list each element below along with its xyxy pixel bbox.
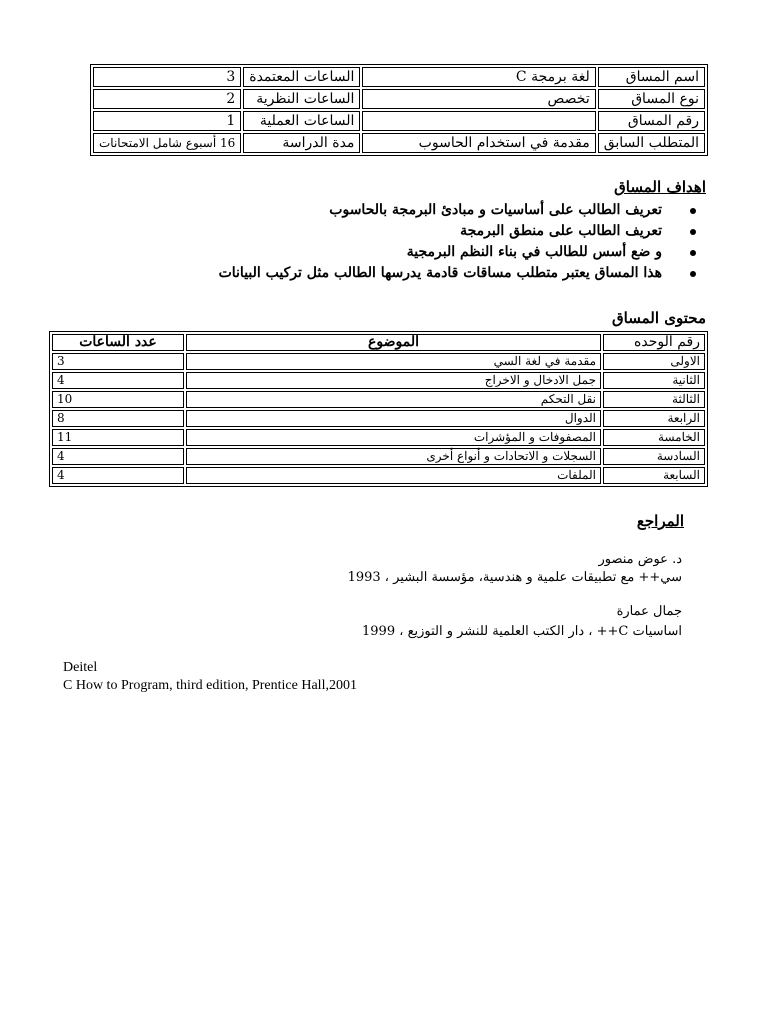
- unit-cell: السابعة: [603, 467, 705, 484]
- info-row: [93, 89, 705, 109]
- bullet-icon: [690, 229, 696, 235]
- topic-cell: جمل الادخال و الاخراج: [186, 372, 601, 389]
- practical-hours-value: 1: [93, 111, 241, 131]
- objective-text: و ضع أسس للطالب في بناء النظم البرمجية: [406, 244, 662, 260]
- credit-hours-label: الساعات المعتمدة: [243, 67, 360, 87]
- topic-cell: المصفوفات و المؤشرات: [186, 429, 601, 446]
- unit-cell: الخامسة: [603, 429, 705, 446]
- hours-column-header: عدد الساعات: [52, 334, 184, 351]
- objective-text: هذا المساق يعتبر متطلب مساقات قادمة يدرسها الطالب مثل تركيب البيانات: [218, 265, 662, 281]
- bullet-icon: [690, 250, 696, 256]
- table-row: [52, 429, 705, 446]
- course-type-value: تخصص: [362, 89, 595, 109]
- objective-text: تعريف الطالب على أساسيات و مبادئ البرمجة بالحاسوب: [329, 202, 662, 218]
- topic-cell: الدوال: [186, 410, 601, 427]
- list-item: [219, 263, 706, 284]
- reference-author: جمال عمارة: [616, 604, 682, 619]
- hours-cell: 3: [52, 353, 184, 370]
- unit-cell: الرابعة: [603, 410, 705, 427]
- theory-hours-label: الساعات النظرية: [243, 89, 360, 109]
- course-number-label: رقم المساق: [598, 111, 705, 131]
- duration-label: مدة الدراسة: [243, 133, 360, 153]
- course-type-label: نوع المساق: [598, 89, 705, 109]
- hours-cell: 11: [52, 429, 184, 446]
- reference-title: سي++ مع تطبيقات علمية و هندسية، مؤسسة البشير ، 1993: [347, 570, 682, 585]
- theory-hours-value: 2: [93, 89, 241, 109]
- unit-cell: الثانية: [603, 372, 705, 389]
- table-row: [52, 467, 705, 484]
- hours-cell: 10: [52, 391, 184, 408]
- course-name-value: لغة برمجة C: [362, 67, 595, 87]
- reference-title: اساسيات C++ ، دار الكتب العلمية للنشر و التوزيع ، 1999: [362, 624, 682, 639]
- table-row: [52, 448, 705, 465]
- unit-cell: السادسة: [603, 448, 705, 465]
- table-row: [52, 372, 705, 389]
- prerequisite-value: مقدمة في استخدام الحاسوب: [362, 133, 595, 153]
- bullet-icon: [690, 271, 696, 277]
- list-item: [219, 200, 706, 221]
- hours-cell: 8: [52, 410, 184, 427]
- bullet-icon: [690, 208, 696, 214]
- hours-cell: 4: [52, 467, 184, 484]
- course-number-value: [362, 111, 595, 131]
- hours-cell: 4: [52, 372, 184, 389]
- table-row: [52, 391, 705, 408]
- topic-cell: نقل التحكم: [186, 391, 601, 408]
- content-heading: محتوى المساق: [612, 309, 706, 327]
- table-header-row: [52, 334, 705, 351]
- table-row: [52, 410, 705, 427]
- topic-cell: مقدمة في لغة السي: [186, 353, 601, 370]
- unit-cell: الثالثة: [603, 391, 705, 408]
- table-row: [52, 353, 705, 370]
- unit-column-header: رقم الوحده: [603, 334, 705, 351]
- list-item: [219, 242, 706, 263]
- reference-author: Deitel: [63, 660, 98, 675]
- reference-title: C How to Program, third edition, Prentice Hall,2001: [63, 678, 357, 693]
- objectives-list: [219, 200, 706, 284]
- info-row: [93, 133, 705, 153]
- info-row: [93, 67, 705, 87]
- topic-cell: الملفات: [186, 467, 601, 484]
- objective-text: تعريف الطالب على منطق البرمجة: [460, 223, 662, 239]
- info-row: [93, 111, 705, 131]
- credit-hours-value: 3: [93, 67, 241, 87]
- list-item: [219, 221, 706, 242]
- topic-cell: السجلات و الاتحادات و أنواع أخرى: [186, 448, 601, 465]
- objectives-heading: اهداف المساق: [614, 178, 706, 196]
- unit-cell: الاولى: [603, 353, 705, 370]
- prerequisite-label: المتطلب السابق: [598, 133, 705, 153]
- content-table: [49, 331, 708, 487]
- hours-cell: 4: [52, 448, 184, 465]
- practical-hours-label: الساعات العملية: [243, 111, 360, 131]
- topic-column-header: الموضوع: [186, 334, 601, 351]
- references-heading: المراجع: [636, 512, 684, 530]
- course-info-table: [90, 64, 708, 156]
- course-name-label: اسم المساق: [598, 67, 705, 87]
- duration-value: 16 أسبوع شامل الامتحانات: [93, 133, 241, 153]
- reference-author: د. عوض منصور: [598, 552, 682, 567]
